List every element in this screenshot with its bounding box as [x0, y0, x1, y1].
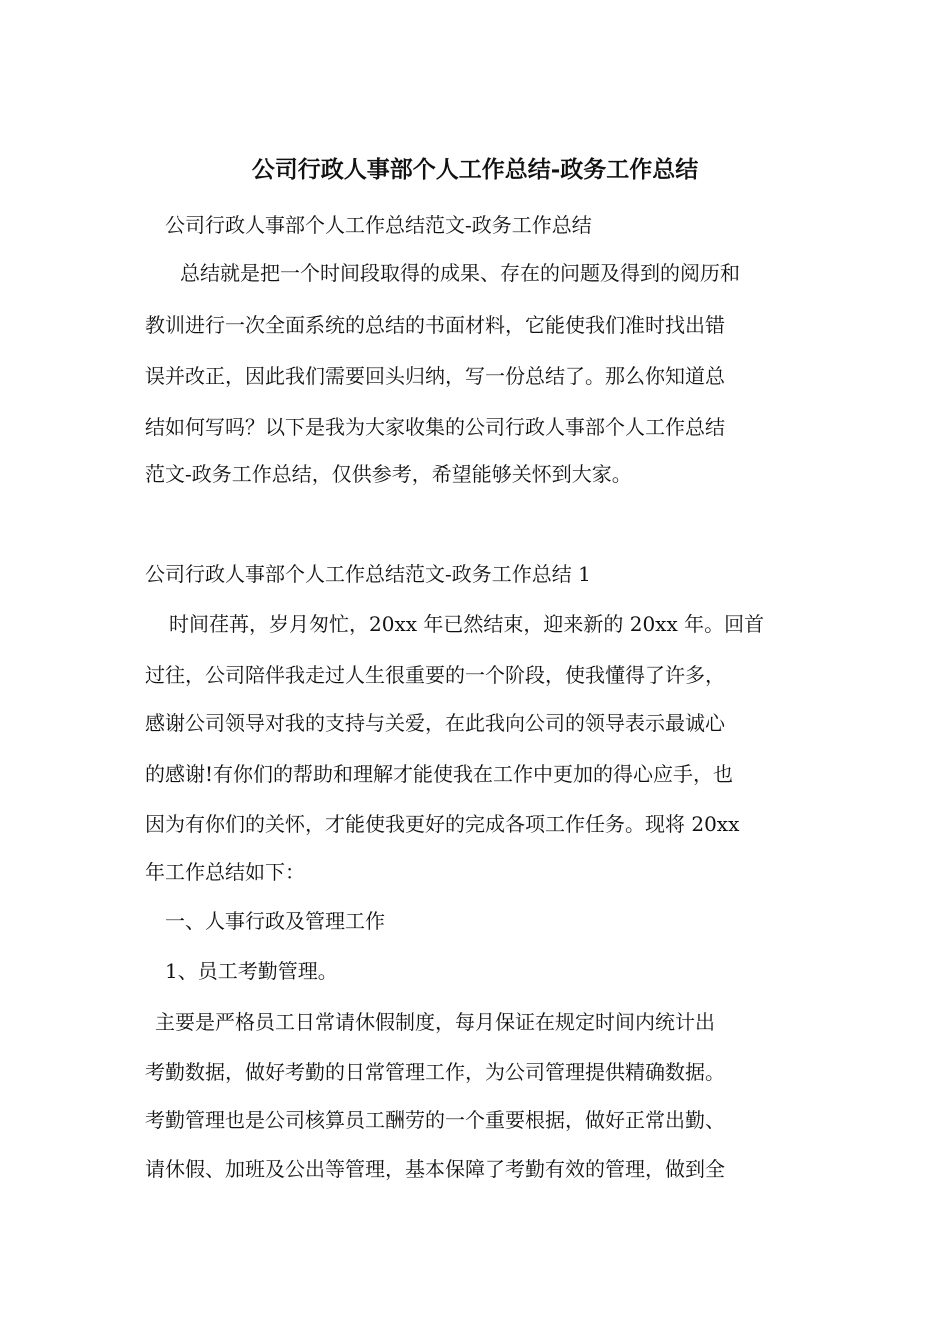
para2-line-2: 考勤数据，做好考勤的日常管理工作，为公司管理提供精确数据。 [145, 1060, 725, 1084]
intro-line-5: 范文-政务工作总结，仅供参考，希望能够关怀到大家。 [145, 462, 632, 486]
para2-line-3: 考勤管理也是公司核算员工酬劳的一个重要根据，做好正常出勤、 [145, 1108, 725, 1132]
intro-line-4: 结如何写吗？以下是我为大家收集的公司行政人事部个人工作总结 [145, 415, 725, 439]
para1-line-6: 年工作总结如下： [145, 860, 305, 884]
para1-line-5: 因为有你们的关怀，才能使我更好的完成各项工作任务。现将 20xx [145, 812, 740, 836]
para2-line-4: 请休假、加班及公出等管理，基本保障了考勤有效的管理，做到全 [145, 1157, 725, 1181]
intro-line-1: 总结就是把一个时间段取得的成果、存在的问题及得到的阅历和 [180, 261, 740, 285]
para1-line-1: 时间荏苒，岁月匆忙，20xx 年已然结束，迎来新的 20xx 年。回首 [169, 612, 765, 636]
heading-1-1: 1、员工考勤管理。 [165, 959, 338, 983]
heading-1: 一、人事行政及管理工作 [165, 909, 385, 933]
document-subtitle: 公司行政人事部个人工作总结范文-政务工作总结 [165, 213, 592, 237]
intro-line-3: 误并改正，因此我们需要回头归纳，写一份总结了。那么你知道总 [145, 364, 725, 388]
section-heading: 公司行政人事部个人工作总结范文-政务工作总结 1 [145, 562, 591, 586]
para2-line-1: 主要是严格员工日常请休假制度，每月保证在规定时间内统计出 [155, 1010, 715, 1034]
para1-line-4: 的感谢!有你们的帮助和理解才能使我在工作中更加的得心应手，也 [145, 762, 734, 786]
document-title: 公司行政人事部个人工作总结-政务工作总结 [251, 156, 699, 183]
para1-line-3: 感谢公司领导对我的支持与关爱，在此我向公司的领导表示最诚心 [145, 711, 725, 735]
intro-line-2: 教训进行一次全面系统的总结的书面材料，它能使我们准时找出错 [145, 313, 725, 337]
para1-line-2: 过往，公司陪伴我走过人生很重要的一个阶段，使我懂得了许多， [145, 663, 725, 687]
